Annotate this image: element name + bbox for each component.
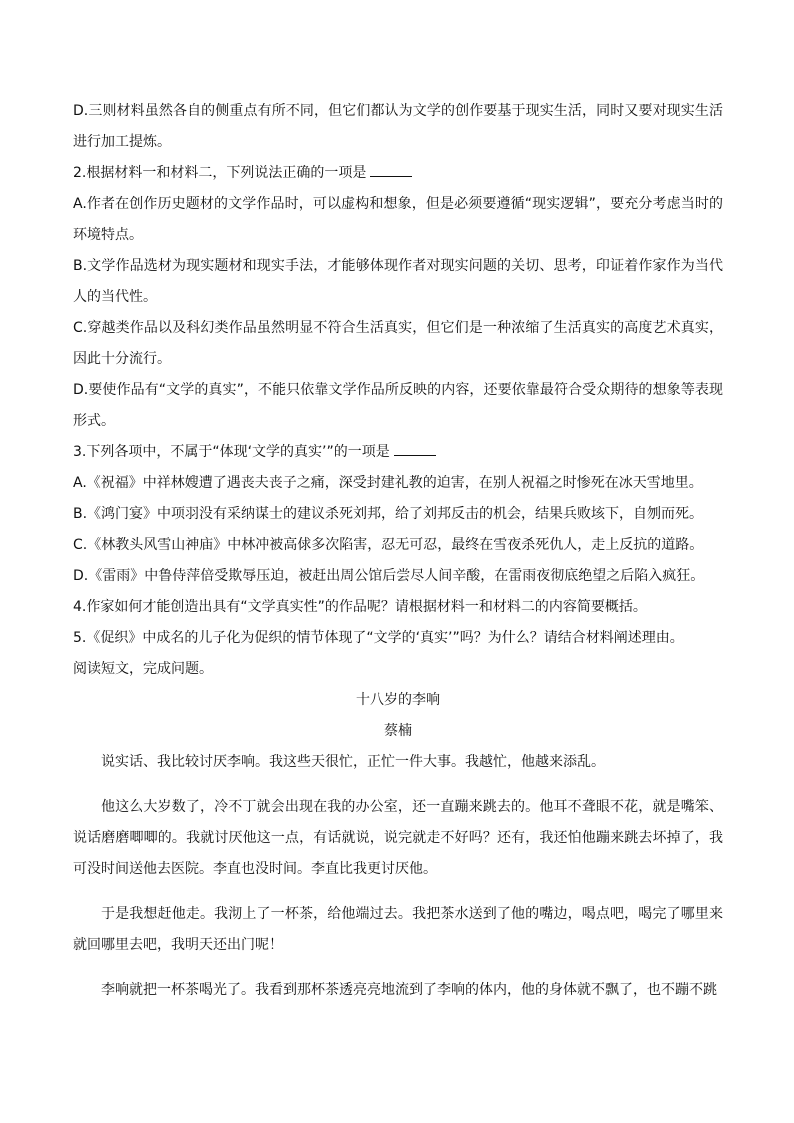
answer-blank — [370, 162, 412, 177]
document-page — [73, 96, 723, 1006]
q3-option-a: A.《祝福》中祥林嫂遭了遇丧夫丧子之痛，深受封建礼教的迫害，在别人祝福之时惨死在冰天雪地里。 — [73, 475, 703, 491]
q2-option-c: C.穿越类作品以及科幻类作品虽然明显不符合生活真实，但它们是一种浓缩了生活真实的高度艺术真实，因此十分流行。 — [73, 320, 723, 367]
q2-option-b: B.文学作品选材为现实题材和现实手法，才能够体现作者对现实问题的关切、思考，印证着作家作为当代人的当代性。 — [73, 258, 723, 305]
story-title: 十八岁的李响 — [356, 692, 440, 708]
story-paragraph: 于是我想赶他走。我沏上了一杯茶，给他端过去。我把茶水送到了他的嘴边，喝点吧，喝完了哪里来就回哪里去吧，我明天还出门呢！ — [73, 906, 723, 953]
story-author: 蔡楠 — [384, 723, 412, 739]
q2-option-d: D.要使作品有“文学的真实”，不能只依靠文学作品所反映的内容，还要依靠最符合受众期待的想象等表现形式。 — [73, 382, 723, 429]
q3-option-b: B.《鸿门宴》中项羽没有采纳谋士的建议杀死刘邦，给了刘邦反击的机会，结果兵败垓下，自刎而死。 — [73, 506, 704, 522]
reading-instruction: 阅读短文，完成问题。 — [73, 661, 213, 677]
question-4: 4.作家如何才能创造出具有“文学真实性”的作品呢？请根据材料一和材料二的内容简要概括。 — [73, 599, 647, 615]
story-paragraph: 李响就把一杯茶喝光了。我看到那杯茶透亮亮地流到了李响的体内，他的身体就不飘了，也不蹦不跳 — [101, 982, 717, 998]
q2-option-a: A.作者在创作历史题材的文学作品时，可以虚构和想象，但是必须要遵循“现实逻辑”，要充分考虑当时的环境特点。 — [73, 196, 723, 243]
question-3-text: 3.下列各项中，不属于“体现‘文学的真实’”的一项是 — [73, 444, 390, 460]
question-3 — [73, 437, 723, 468]
question-2-text: 2.根据材料一和材料二，下列说法正确的一项是 — [73, 165, 367, 181]
answer-blank — [394, 441, 436, 456]
question-2 — [73, 158, 723, 189]
story-paragraph: 他这么大岁数了，冷不丁就会出现在我的办公室，还一直蹦来跳去的。他耳不聋眼不花，就是嘴笨、说话磨磨唧唧的。我就讨厌他这一点，有话就说，说完就走不好吗？还有，我还怕他蹦来跳去坏掉了，我可没时间送他去医院。李直也没时间。李直比我更讨厌他。 — [73, 799, 723, 877]
story-paragraph: 说实话、我比较讨厌李响。我这些天很忙，正忙一件大事。我越忙，他越来添乱。 — [101, 754, 605, 770]
q3-option-d: D.《雷雨》中鲁侍萍倍受欺辱压迫，被赶出周公馆后尝尽人间辛酸，在雷雨夜彻底绝望之后陷入疯狂。 — [73, 568, 705, 584]
q1-option-d: D.三则材料虽然各自的侧重点有所不同，但它们都认为文学的创作要基于现实生活，同时又要对现实生活进行加工提炼。 — [73, 103, 723, 150]
question-5: 5.《促织》中成名的儿子化为促织的情节体现了“文学的‘真实’”吗？为什么？请结合材料阐述理由。 — [73, 630, 684, 646]
q3-option-c: C.《林教头风雪山神庙》中林冲被高俅多次陷害，忍无可忍，最终在雪夜杀死仇人，走上反抗的道路。 — [73, 537, 704, 553]
